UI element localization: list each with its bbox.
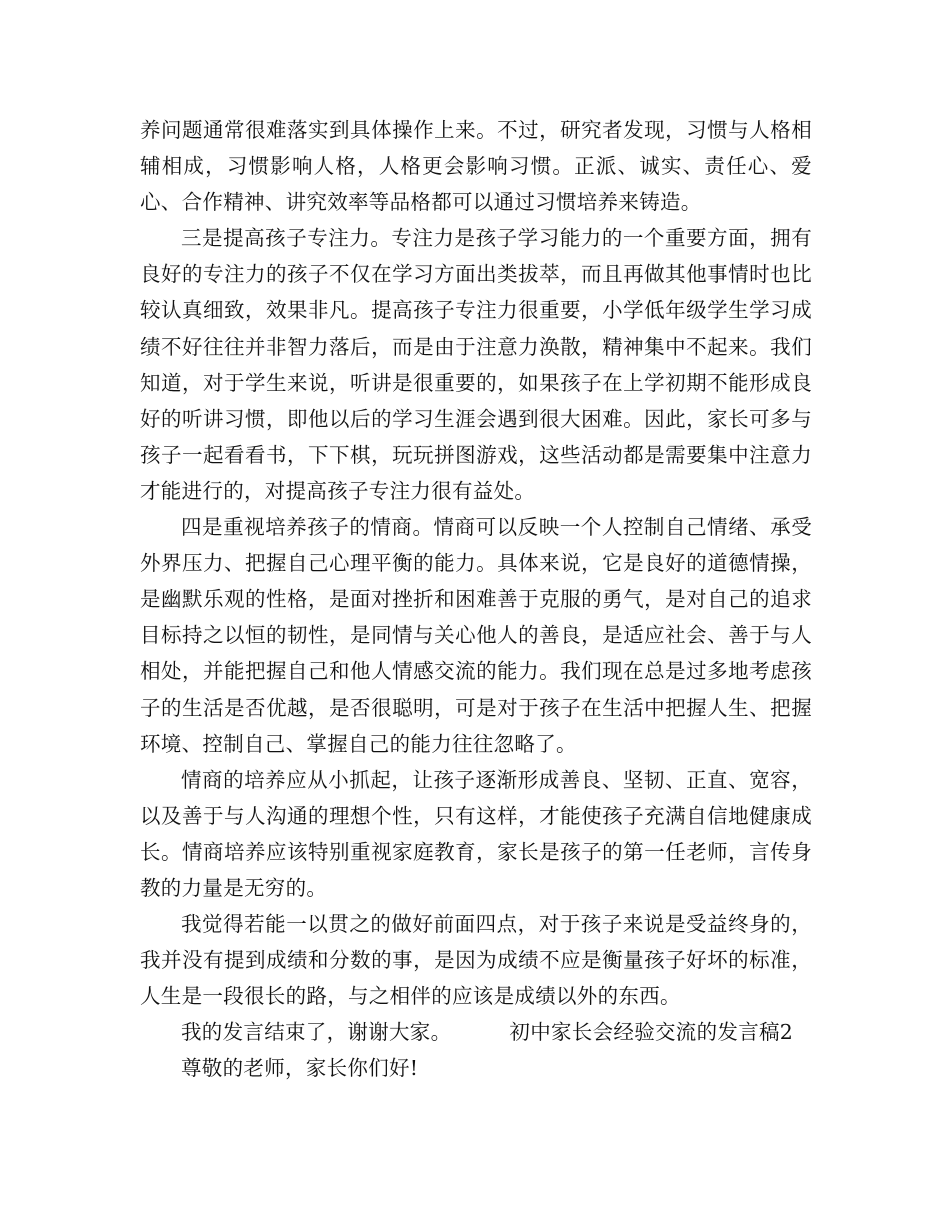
document-body xyxy=(140,112,812,1087)
paragraph-eq: 四是重视培养孩子的情商。情商可以反映一个人控制自己情绪、承受外界压力、把握自己心理平衡的能力。具体来说，它是良好的道德情操，是幽默乐观的性格，是面对挫折和困难善于克服的勇气，是对自己的追求目标持之以恒的韧性，是同情与关心他人的善良，是适应社会、善于与人相处，并能把握自己和他人情感交流的能力。我们现在总是过多地考虑孩子的生活是否优越，是否很聪明，可是对于孩子在生活中把握人生、把握环境、控制自己、掌握自己的能力往往忽略了。 xyxy=(140,515,812,756)
closing-line xyxy=(140,1014,812,1050)
greeting-line: 尊敬的老师，家长你们好! xyxy=(181,1056,419,1081)
next-speech-title: 初中家长会经验交流的发言稿2 xyxy=(509,1020,794,1045)
paragraph-habit-continuation: 养问题通常很难落实到具体操作上来。不过，研究者发现，习惯与人格相辅相成，习惯影响人格，人格更会影响习惯。正派、诚实、责任心、爱心、合作精神、讲究效率等品格都可以通过习惯培养来铸造。 xyxy=(140,118,812,215)
paragraph-focus: 三是提高孩子专注力。专注力是孩子学习能力的一个重要方面，拥有良好的专注力的孩子不仅在学习方面出类拔萃，而且再做其他事情时也比较认真细致，效果非凡。提高孩子专注力很重要，小学低年级学生学习成绩不好往往并非智力落后，而是由于注意力涣散，精神集中不起来。我们知道，对于学生来说，听讲是很重要的，如果孩子在上学初期不能形成良好的听讲习惯，即他以后的学习生涯会遇到很大困难。因此，家长可多与孩子一起看看书，下下棋，玩玩拼图游戏，这些活动都是需要集中注意力才能进行的，对提高孩子专注力很有益处。 xyxy=(140,226,812,503)
closing-text: 我的发言结束了，谢谢大家。 xyxy=(181,1020,452,1045)
paragraph-conclusion: 我觉得若能一以贯之的做好前面四点，对于孩子来说是受益终身的，我并没有提到成绩和分数的事，是因为成绩不应是衡量孩子好坏的标准，人生是一段很长的路，与之相伴的应该是成绩以外的东西。 xyxy=(140,912,812,1009)
paragraph-eq-cultivation: 情商的培养应从小抓起，让孩子逐渐形成善良、坚韧、正直、宽容，以及善于与人沟通的理想个性，只有这样，才能使孩子充满自信地健康成长。情商培养应该特别重视家庭教育，家长是孩子的第一任老师，言传身教的力量是无穷的。 xyxy=(140,767,812,900)
